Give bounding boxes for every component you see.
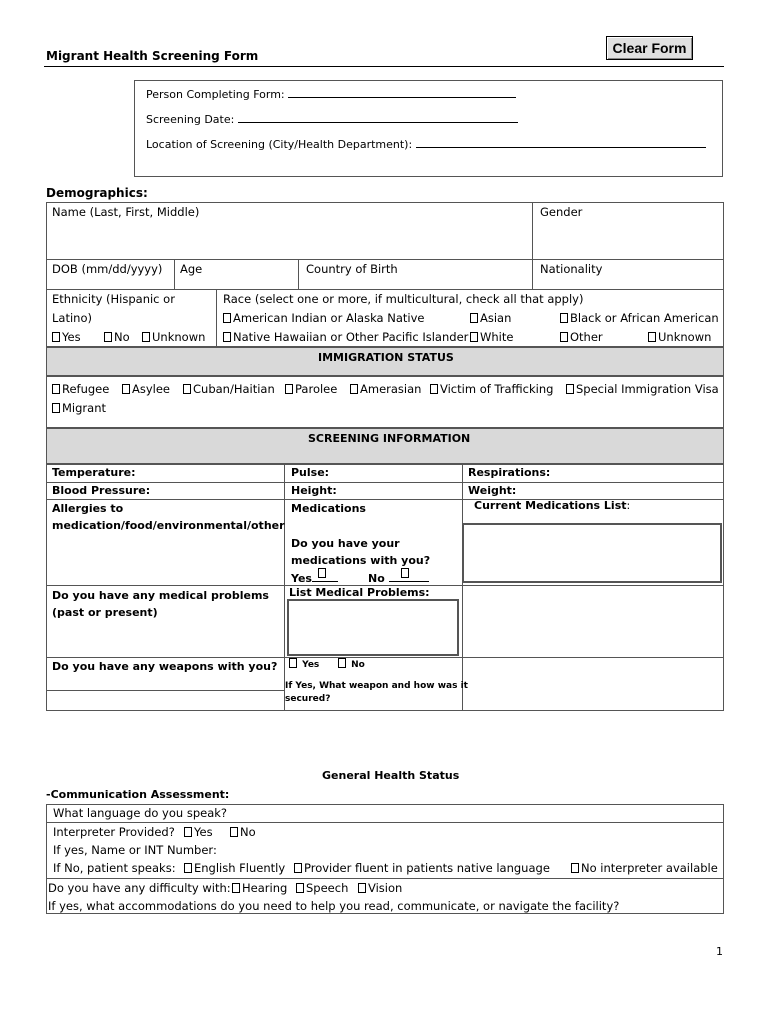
- weight-label: Weight:: [468, 484, 517, 497]
- asylee-option[interactable]: Asylee: [122, 382, 170, 396]
- checkbox-icon[interactable]: [223, 313, 231, 323]
- checkbox-icon[interactable]: [566, 384, 574, 394]
- clear-form-button[interactable]: Clear Form: [606, 36, 693, 60]
- race-american-indian-option[interactable]: American Indian or Alaska Native: [223, 311, 424, 325]
- divider: [462, 464, 463, 711]
- difficulty-question: Do you have any difficulty with:: [48, 881, 231, 895]
- hearing-option[interactable]: Hearing: [232, 881, 287, 895]
- person-completing-label: Person Completing Form:: [146, 87, 516, 102]
- divider: [298, 259, 299, 289]
- header-rule: [44, 66, 724, 67]
- page-number: 1: [716, 945, 723, 958]
- checkbox-icon[interactable]: [470, 332, 478, 342]
- interpreter-yes-option[interactable]: Yes: [184, 825, 213, 839]
- medical-problems-field[interactable]: [287, 599, 459, 656]
- patient-speaks-label: If No, patient speaks:: [53, 861, 176, 875]
- checkbox-icon[interactable]: [289, 658, 297, 668]
- accommodations-question: If yes, what accommodations do you need to help you read, communicate, or navigate the facility?: [48, 899, 620, 913]
- screening-date-field[interactable]: [238, 112, 518, 123]
- pulse-label: Pulse:: [291, 466, 330, 479]
- current-meds-label: Current Medications List:: [474, 499, 631, 512]
- weapon-detail-question-2: secured?: [285, 694, 331, 704]
- allergies-label-2: medication/food/environmental/other: [52, 519, 285, 532]
- location-label: Location of Screening (City/Health Department):: [146, 137, 706, 152]
- english-fluently-option[interactable]: English Fluently: [184, 861, 285, 875]
- blood-pressure-label: Blood Pressure:: [52, 484, 151, 497]
- ethnicity-no-option[interactable]: No: [104, 330, 130, 344]
- medical-problems-question-2: (past or present): [52, 606, 158, 619]
- checkbox-icon[interactable]: [183, 384, 191, 394]
- checkbox-icon[interactable]: [318, 568, 326, 578]
- divider: [46, 657, 724, 658]
- divider: [46, 822, 724, 823]
- immigration-heading: IMMIGRATION STATUS: [318, 351, 454, 364]
- country-label: Country of Birth: [306, 262, 398, 276]
- temperature-label: Temperature:: [52, 466, 136, 479]
- cuban-haitian-option[interactable]: Cuban/Haitian: [183, 382, 275, 396]
- allergies-label: Allergies to: [52, 502, 124, 515]
- checkbox-icon[interactable]: [296, 883, 304, 893]
- meds-yes-option[interactable]: Yes: [291, 571, 338, 586]
- name-label: Name (Last, First, Middle): [52, 205, 200, 219]
- checkbox-icon[interactable]: [104, 332, 112, 342]
- have-meds-question-2: medications with you?: [291, 554, 431, 567]
- location-field[interactable]: [416, 137, 706, 148]
- checkbox-icon[interactable]: [470, 313, 478, 323]
- medical-problems-question: Do you have any medical problems: [52, 589, 269, 602]
- race-asian-option[interactable]: Asian: [470, 311, 511, 325]
- checkbox-icon[interactable]: [294, 863, 302, 873]
- general-health-heading: General Health Status: [322, 769, 460, 782]
- checkbox-icon[interactable]: [560, 313, 568, 323]
- vision-option[interactable]: Vision: [358, 881, 402, 895]
- dob-label: DOB (mm/dd/yyyy): [52, 262, 163, 276]
- checkbox-icon[interactable]: [338, 658, 346, 668]
- race-hawaiian-option[interactable]: Native Hawaiian or Other Pacific Islander: [223, 330, 468, 344]
- migrant-option[interactable]: Migrant: [52, 401, 106, 415]
- screening-date-label: Screening Date:: [146, 112, 518, 127]
- demographics-heading: Demographics:: [46, 186, 148, 200]
- weapon-detail-question: If Yes, What weapon and how was it: [285, 681, 468, 691]
- checkbox-icon[interactable]: [648, 332, 656, 342]
- respirations-label: Respirations:: [468, 466, 551, 479]
- interpreter-name-label: If yes, Name or INT Number:: [53, 843, 217, 857]
- race-white-option[interactable]: White: [470, 330, 513, 344]
- communication-table: [46, 804, 724, 914]
- divider: [46, 690, 284, 691]
- race-other-option[interactable]: Other: [560, 330, 603, 344]
- person-completing-field[interactable]: [288, 87, 516, 98]
- gender-label: Gender: [540, 205, 583, 219]
- weapons-question: Do you have any weapons with you?: [52, 660, 278, 673]
- current-meds-field[interactable]: [462, 523, 722, 583]
- provider-fluent-option[interactable]: Provider fluent in patients native language: [294, 861, 550, 875]
- divider: [216, 289, 217, 347]
- no-interpreter-option[interactable]: No interpreter available: [571, 861, 718, 875]
- checkbox-icon[interactable]: [184, 827, 192, 837]
- language-question: What language do you speak?: [53, 806, 228, 820]
- checkbox-icon[interactable]: [571, 863, 579, 873]
- ethnicity-label-2: Latino): [52, 311, 92, 325]
- checkbox-icon[interactable]: [184, 863, 192, 873]
- checkbox-icon[interactable]: [142, 332, 150, 342]
- divider: [174, 259, 175, 289]
- divider: [532, 202, 533, 289]
- race-unknown-option[interactable]: Unknown: [648, 330, 711, 344]
- divider: [284, 464, 285, 711]
- communication-heading: -Communication Assessment:: [46, 788, 230, 801]
- checkbox-icon[interactable]: [430, 384, 438, 394]
- list-medical-label: List Medical Problems:: [289, 586, 430, 599]
- meds-no-option[interactable]: No: [368, 571, 429, 586]
- checkbox-icon[interactable]: [122, 384, 130, 394]
- divider: [46, 878, 724, 879]
- ethnicity-unknown-option[interactable]: Unknown: [142, 330, 205, 344]
- divider: [46, 259, 724, 260]
- nationality-label: Nationality: [540, 262, 603, 276]
- speech-option[interactable]: Speech: [296, 881, 348, 895]
- parolee-option[interactable]: Parolee: [285, 382, 337, 396]
- checkbox-icon[interactable]: [52, 403, 60, 413]
- weapon-yes-option[interactable]: Yes: [289, 658, 319, 672]
- have-meds-question: Do you have your: [291, 537, 400, 550]
- checkbox-icon[interactable]: [401, 568, 409, 578]
- race-black-option[interactable]: Black or African American: [560, 311, 719, 325]
- amerasian-option[interactable]: Amerasian: [350, 382, 421, 396]
- screening-heading: SCREENING INFORMATION: [308, 432, 471, 445]
- height-label: Height:: [291, 484, 337, 497]
- special-visa-option[interactable]: Special Immigration Visa: [566, 382, 719, 396]
- age-label: Age: [180, 262, 203, 276]
- trafficking-option[interactable]: Victim of Trafficking: [430, 382, 553, 396]
- ethnicity-label: Ethnicity (Hispanic or: [52, 292, 175, 306]
- medications-label: Medications: [291, 502, 366, 515]
- checkbox-icon[interactable]: [560, 332, 568, 342]
- divider: [46, 289, 724, 290]
- form-title: Migrant Health Screening Form: [46, 49, 259, 63]
- refugee-option[interactable]: Refugee: [52, 382, 109, 396]
- checkbox-icon[interactable]: [223, 332, 231, 342]
- checkbox-icon[interactable]: [350, 384, 358, 394]
- divider: [46, 482, 724, 483]
- checkbox-icon[interactable]: [52, 384, 60, 394]
- interpreter-no-option[interactable]: No: [230, 825, 256, 839]
- checkbox-icon[interactable]: [285, 384, 293, 394]
- checkbox-icon[interactable]: [230, 827, 238, 837]
- race-label: Race (select one or more, if multicultural, check all that apply): [223, 292, 584, 306]
- weapon-no-option[interactable]: No: [338, 658, 365, 672]
- interpreter-question: Interpreter Provided?: [53, 825, 175, 839]
- checkbox-icon[interactable]: [358, 883, 366, 893]
- checkbox-icon[interactable]: [232, 883, 240, 893]
- checkbox-icon[interactable]: [52, 332, 60, 342]
- ethnicity-yes-option[interactable]: Yes: [52, 330, 81, 344]
